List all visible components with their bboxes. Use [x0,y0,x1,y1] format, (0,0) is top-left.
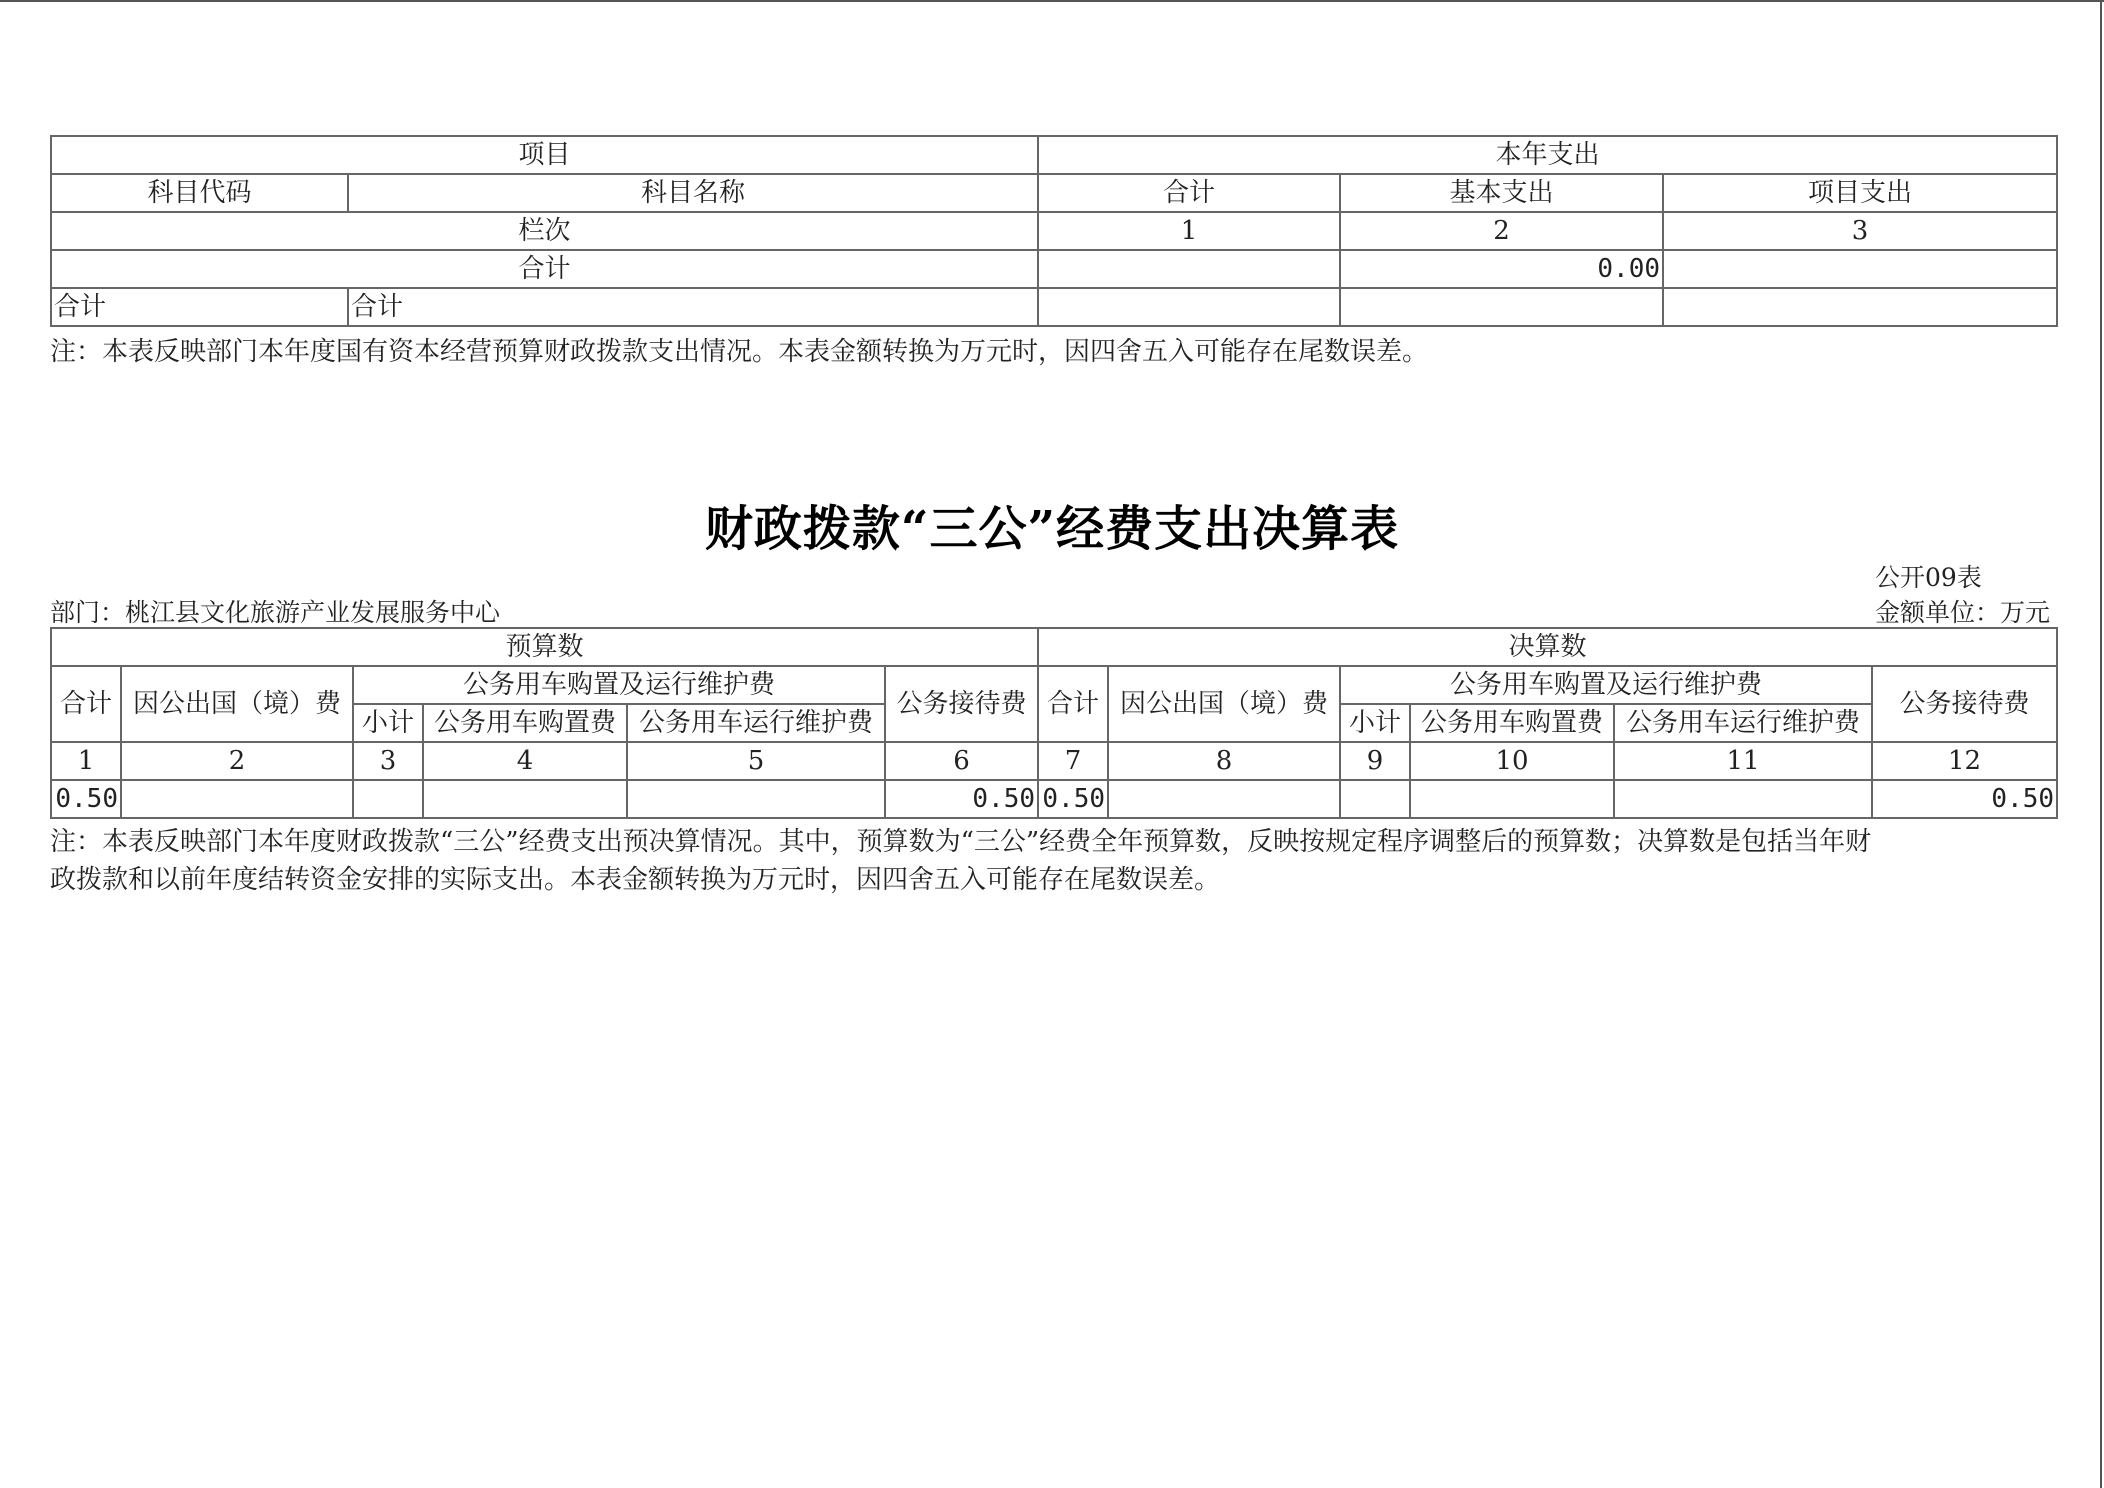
budget-vehicle-running-header: 公务用车运行维护费 [627,704,885,742]
final-abroad-value [1108,780,1340,818]
state-capital-expenditure-table [50,135,2058,327]
col-index: 7 [1038,742,1108,780]
header-final: 决算数 [1038,628,2057,666]
index-2: 2 [1340,212,1663,250]
form-code: 公开09表 [1875,563,1982,592]
row2-total [1038,288,1340,326]
final-subtotal-value [1340,780,1410,818]
table2-footnote-line2: 政拨款和以前年度结转资金安排的实际支出。本表金额转换为万元时，因四舍五入可能存在尾数误差。 [50,865,1221,895]
col-index: 9 [1340,742,1410,780]
col-index: 8 [1108,742,1340,780]
header-item: 项目 [51,136,1038,174]
total-row-label: 合计 [51,250,1038,288]
budget-vehicle-running-value [627,780,885,818]
final-total-value: 0.50 [1038,780,1108,818]
col-index: 3 [353,742,423,780]
row2-code: 合计 [51,288,348,326]
page-top-border [0,0,2104,2]
col-index: 6 [885,742,1038,780]
budget-subtotal-value [353,780,423,818]
col-name: 科目名称 [348,174,1038,212]
budget-abroad-header: 因公出国（境）费 [121,666,353,742]
row2-name: 合计 [348,288,1038,326]
final-total-header: 合计 [1038,666,1108,742]
col-index: 5 [627,742,885,780]
index-1: 1 [1038,212,1340,250]
table1-footnote: 注：本表反映部门本年度国有资本经营预算财政拨款支出情况。本表金额转换为万元时，因四舍五入可能存在尾数误差。 [50,337,1429,367]
department-label: 部门：桃江县文化旅游产业发展服务中心 [50,598,501,627]
col-total: 合计 [1038,174,1340,212]
final-vehicle-header: 公务用车购置及运行维护费 [1340,666,1872,704]
col-project: 项目支出 [1663,174,2057,212]
col-index: 11 [1614,742,1872,780]
final-vehicle-running-value [1614,780,1872,818]
final-vehicle-running-header: 公务用车运行维护费 [1614,704,1872,742]
col-index: 2 [121,742,353,780]
col-index: 1 [51,742,121,780]
index-3: 3 [1663,212,2057,250]
col-index: 12 [1872,742,2057,780]
budget-total-header: 合计 [51,666,121,742]
budget-vehicle-purchase-header: 公务用车购置费 [423,704,627,742]
budget-reception-header: 公务接待费 [885,666,1038,742]
final-reception-header: 公务接待费 [1872,666,2057,742]
col-basic: 基本支出 [1340,174,1663,212]
final-vehicle-purchase-header: 公务用车购置费 [1410,704,1614,742]
total-project-cell [1663,250,2057,288]
amount-unit: 金额单位：万元 [1875,598,2051,627]
budget-total-value: 0.50 [51,780,121,818]
header-budget: 预算数 [51,628,1038,666]
budget-vehicle-purchase-value [423,780,627,818]
row2-basic [1340,288,1663,326]
col-code: 科目代码 [51,174,348,212]
budget-subtotal-header: 小计 [353,704,423,742]
col-index: 10 [1410,742,1614,780]
table2-footnote-line1: 注：本表反映部门本年度财政拨款“三公”经费支出预决算情况。其中，预算数为“三公”经费全年预算数，反映按规定程序调整后的预算数；决算数是包括当年财 [50,827,1872,857]
total-basic-cell: 0.00 [1340,250,1663,288]
budget-vehicle-header: 公务用车购置及运行维护费 [353,666,885,704]
budget-reception-value: 0.50 [885,780,1038,818]
page-title: 财政拨款“三公”经费支出决算表 [704,501,1400,557]
final-reception-value: 0.50 [1872,780,2057,818]
three-public-expenses-table [50,627,2058,819]
col-index: 4 [423,742,627,780]
page-right-border [2100,0,2102,1488]
final-vehicle-purchase-value [1410,780,1614,818]
row-index-label: 栏次 [51,212,1038,250]
budget-abroad-value [121,780,353,818]
final-abroad-header: 因公出国（境）费 [1108,666,1340,742]
final-subtotal-header: 小计 [1340,704,1410,742]
total-sum-cell [1038,250,1340,288]
header-year-spend: 本年支出 [1038,136,2057,174]
row2-project [1663,288,2057,326]
